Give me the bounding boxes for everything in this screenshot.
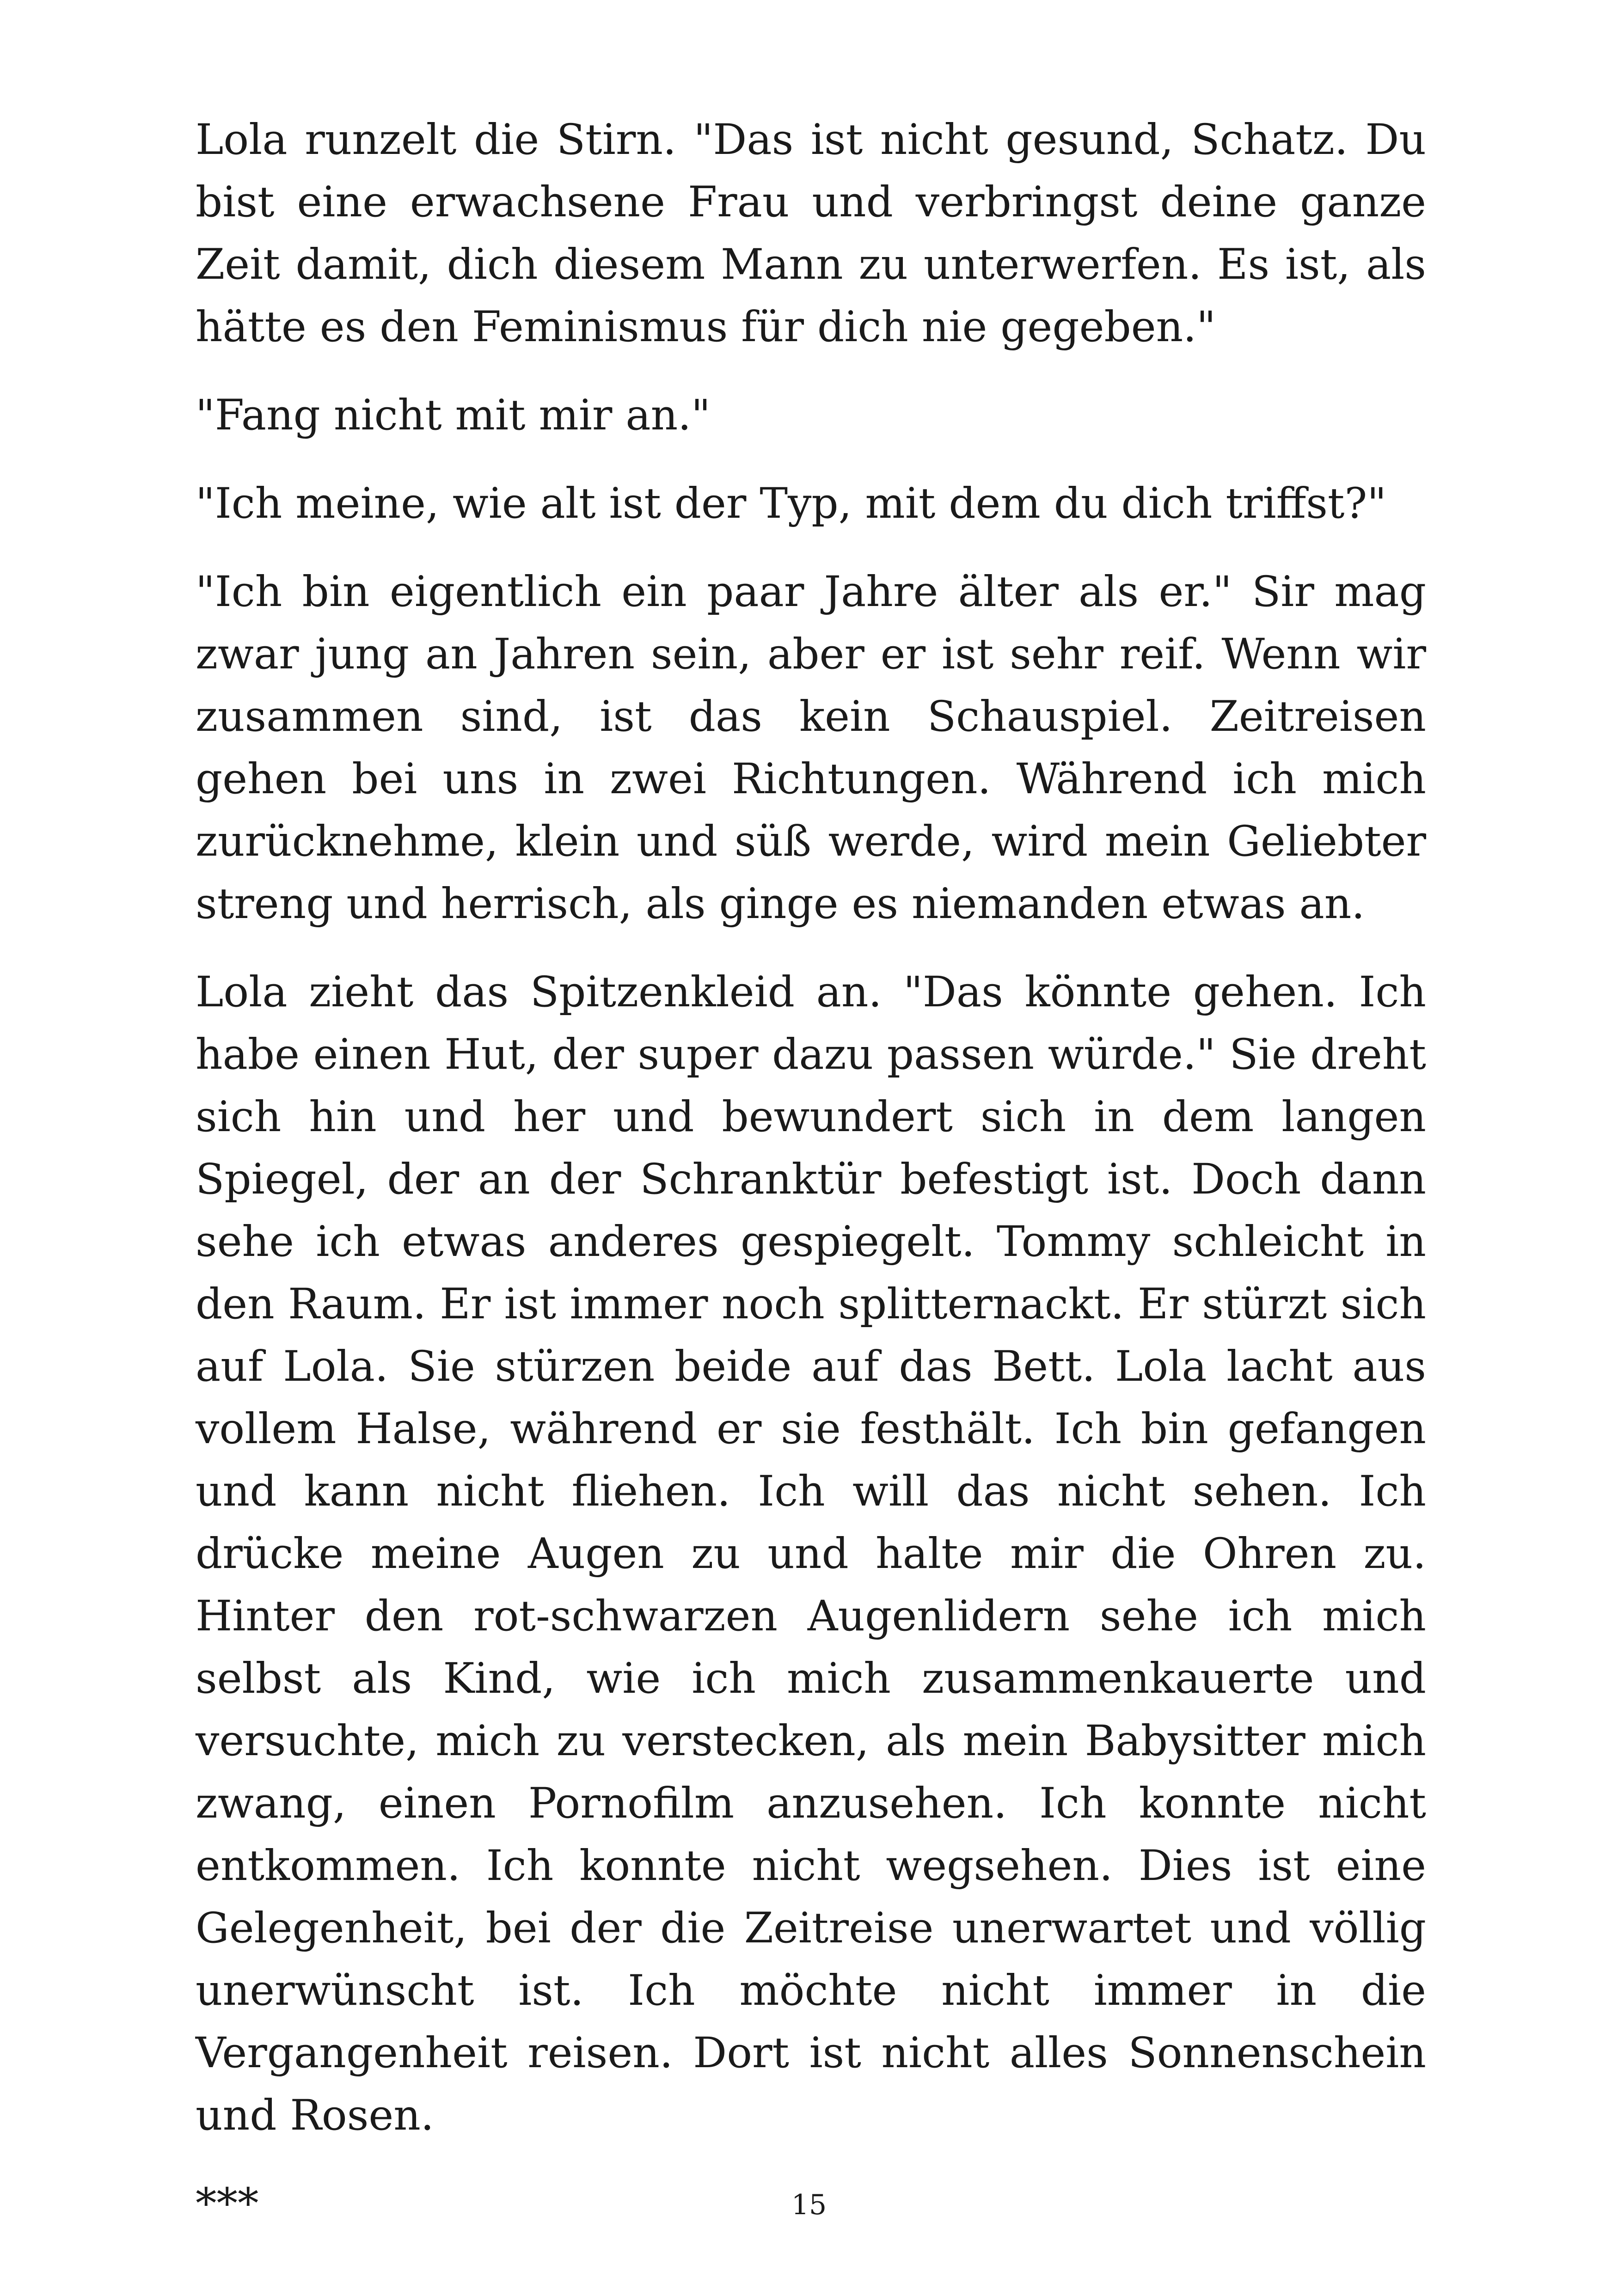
paragraph: Lola runzelt die Stirn. "Das ist nicht gesund, Schatz. Du bist eine erwachsene Frau und verbringst deine ganze Zeit damit, dich diesem Mann zu unterwerfen. Es ist, als hätte es den Feminismus für dich nie gegeben." — [196, 116, 1426, 351]
paragraph: "Fang nicht mit mir an." — [196, 391, 711, 440]
section-separator: *** — [196, 2180, 259, 2228]
paragraph: "Ich meine, wie alt ist der Typ, mit dem du dich triffst?" — [196, 479, 1387, 528]
page-number: 15 — [791, 2189, 827, 2221]
paragraph: "Ich bin eigentlich ein paar Jahre älter als er." Sir mag zwar jung an Jahren sein, aber er ist sehr reif. Wenn wir zusammen sind, ist das kein Schauspiel. Zeitreisen gehen bei uns in zwei Richtungen. Während ich mich zurücknehme, klein und süß werde, wird mein Geliebter streng und herrisch, als ginge es niemanden etwas an. — [196, 568, 1426, 928]
body-text — [196, 109, 1426, 2235]
paragraph: Lola zieht das Spitzenkleid an. "Das könnte gehen. Ich habe einen Hut, der super dazu passen würde." Sie dreht sich hin und her und bewundert sich in dem langen Spiegel, der an der Schranktür befestigt ist. Doch dann sehe ich etwas anderes gespiegelt. Tommy schleicht in den Raum. Er ist immer noch splitternackt. Er stürzt sich auf Lola. Sie stürzen beide auf das Bett. Lola lacht aus vollem Halse, während er sie festhält. Ich bin gefangen und kann nicht fliehen. Ich will das nicht sehen. Ich drücke meine Augen zu und halte mir die Ohren zu. Hinter den rot-schwarzen Augenlidern sehe ich mich selbst als Kind, wie ich mich zusammenkauerte und versuchte, mich zu verstecken, als mein Babysitter mich zwang, einen Pornofilm anzusehen. Ich konnte nicht entkommen. Ich konnte nicht wegsehen. Dies ist eine Gelegenheit, bei der die Zeitreise unerwartet und völlig unerwünscht ist. Ich möchte nicht immer in die Vergangenheit reisen. Dort ist nicht alles Sonnenschein und Rosen. — [196, 968, 1426, 2140]
